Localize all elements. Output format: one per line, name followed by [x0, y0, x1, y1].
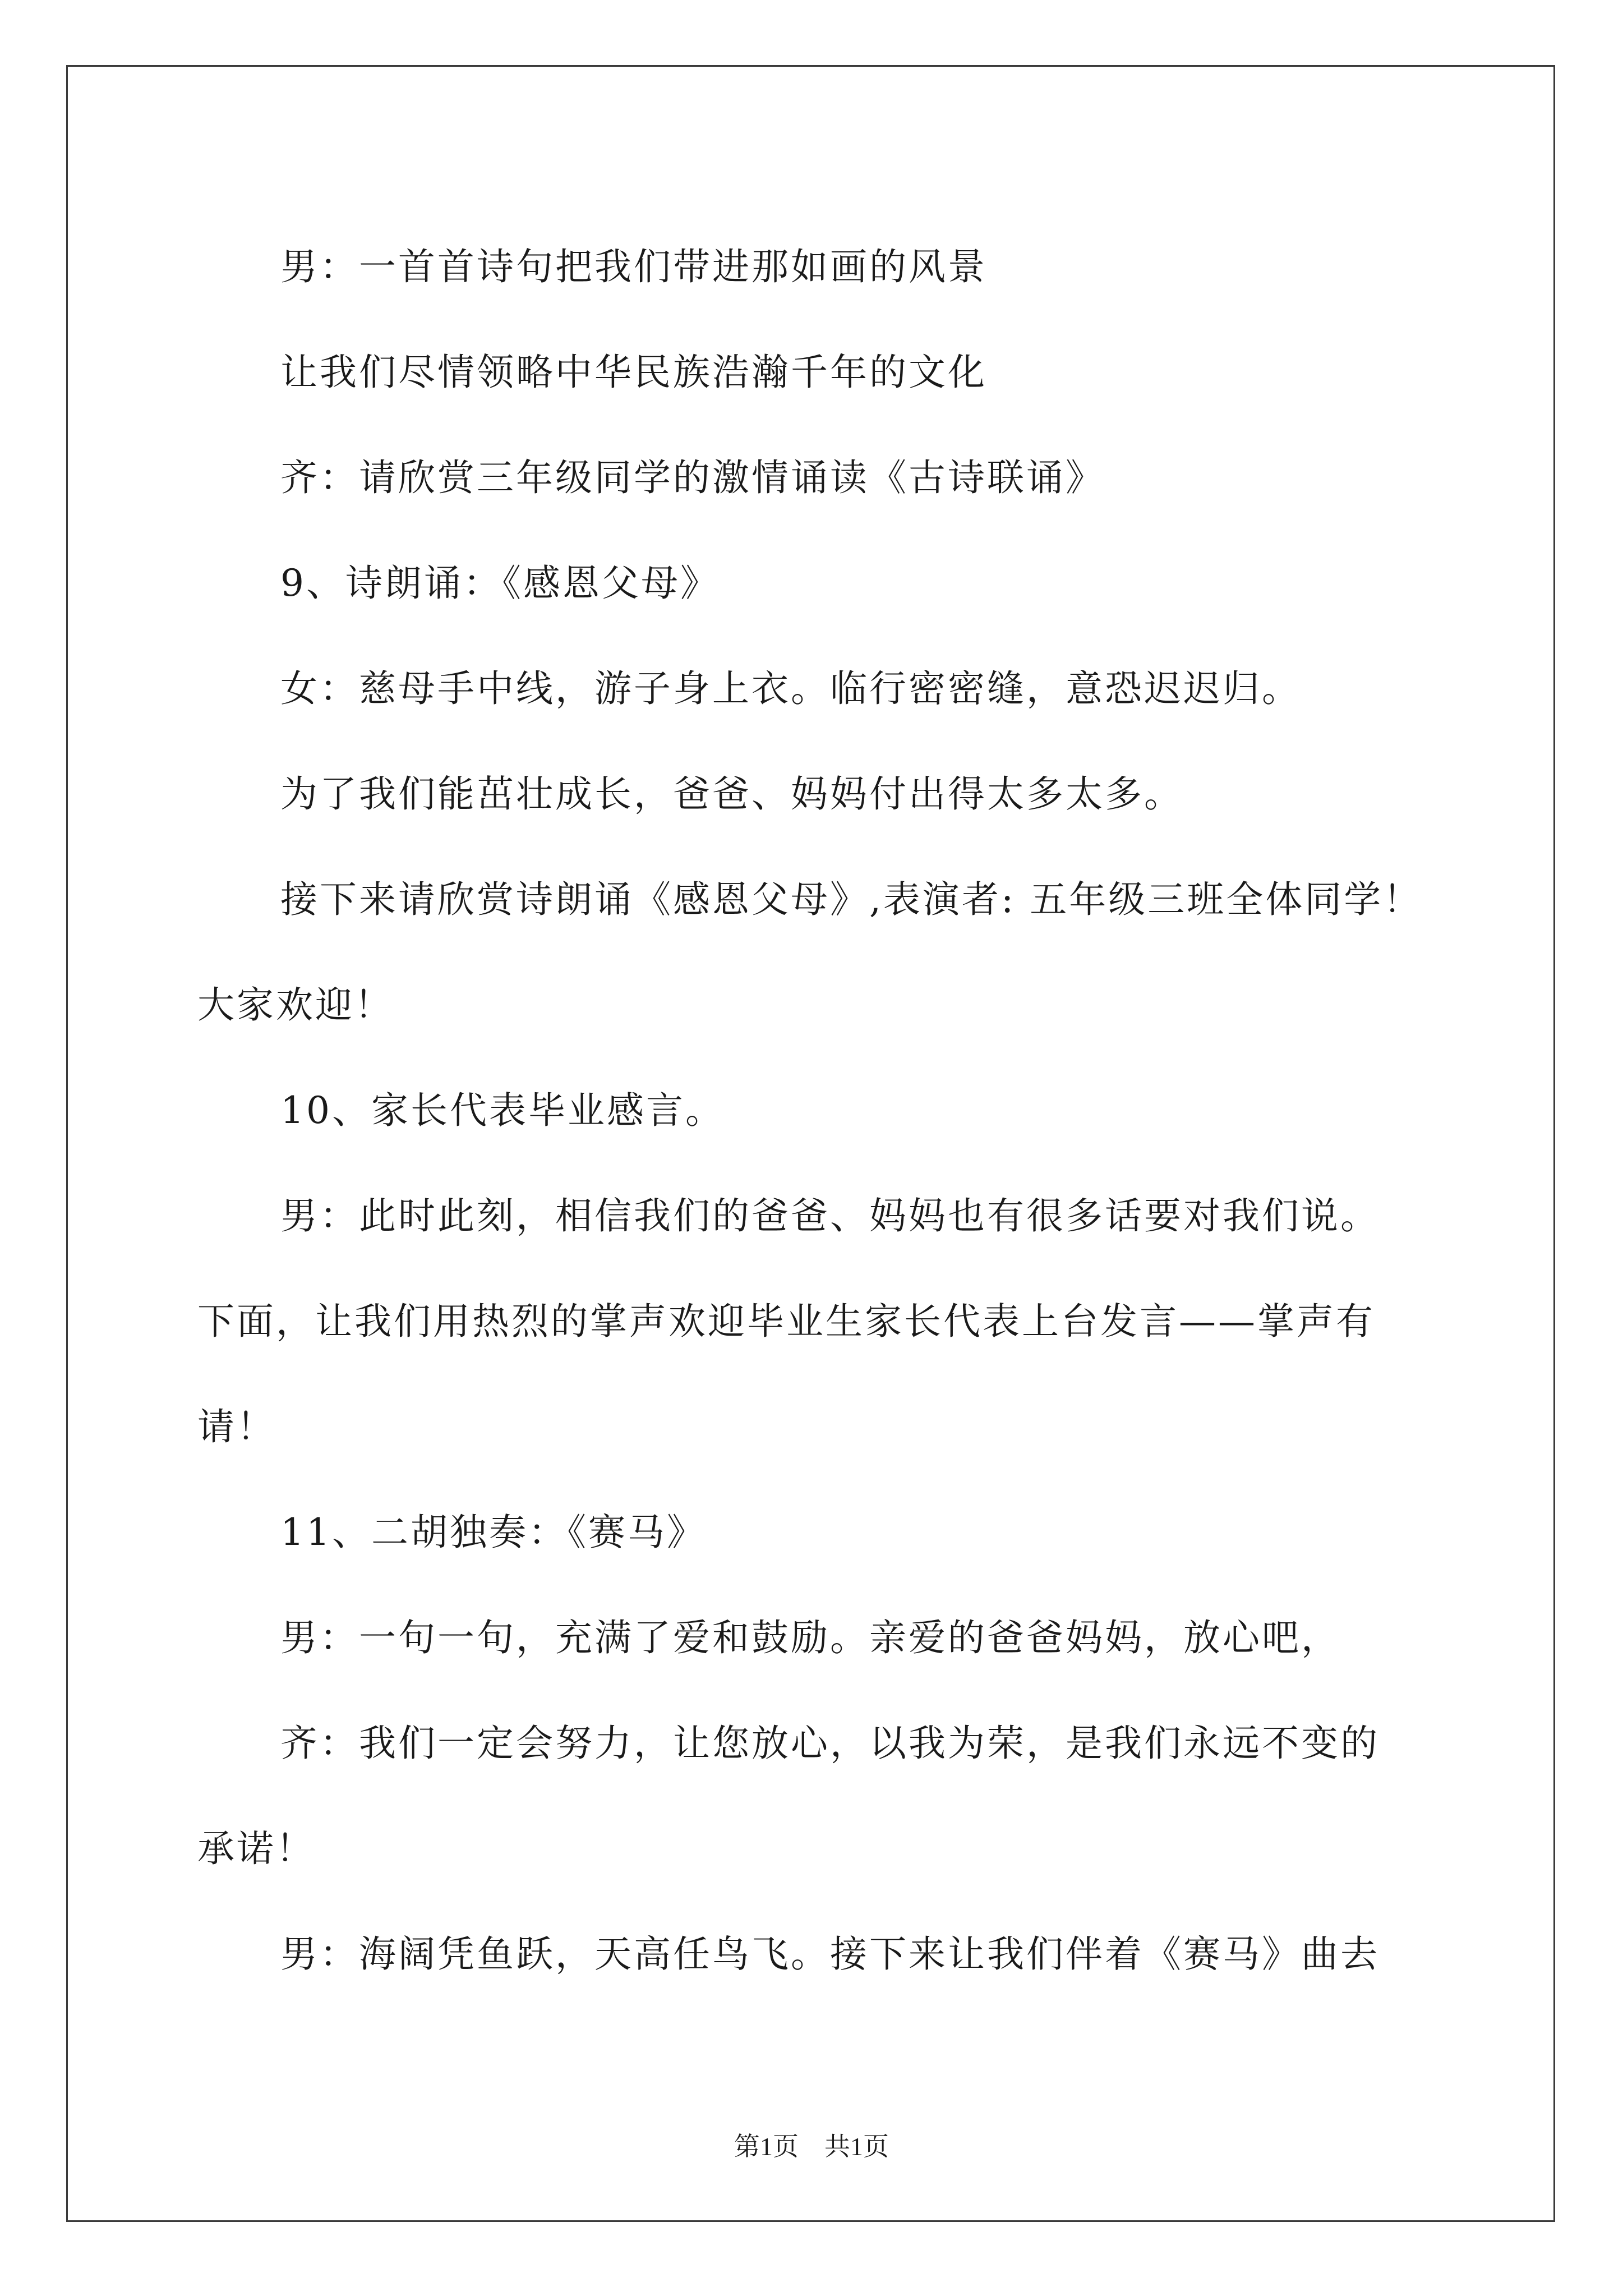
- text-line: 为了我们能茁壮成长，爸爸、妈妈付出得太多太多。: [280, 772, 1183, 816]
- text-line: 请！: [197, 1405, 276, 1448]
- text-line: 男：一句一句，充满了爱和鼓励。亲爱的爸爸妈妈，放心吧，: [280, 1616, 1340, 1659]
- document-body: [197, 214, 1441, 2007]
- section-heading: 9、诗朗诵：《感恩父母》: [280, 562, 720, 605]
- text-line: 齐：请欣赏三年级同学的激情诵读《古诗联诵》: [280, 456, 1105, 499]
- page-footer: 第1页 共1页: [734, 2132, 889, 2161]
- text-line: 男：海阔凭鱼跃，天高任鸟飞。接下来让我们伴着《赛马》曲去: [280, 1932, 1380, 1976]
- text-line: 接下来请欣赏诗朗诵《感恩父母》,表演者: 五年级三班全体同学！: [280, 878, 1423, 921]
- section-heading: 11、二胡独奏：《赛马》: [280, 1511, 706, 1554]
- text-line: 齐：我们一定会努力，让您放心，以我为荣，是我们永远不变的: [280, 1722, 1380, 1765]
- section-heading: 10、家长代表毕业感言。: [280, 1089, 725, 1132]
- text-line: 男：一首首诗句把我们带进那如画的风景: [280, 245, 987, 288]
- text-line: 下面，让我们用热烈的掌声欢迎毕业生家长代表上台发言——掌声有: [197, 1300, 1375, 1343]
- text-line: 男：此时此刻，相信我们的爸爸、妈妈也有很多话要对我们说。: [280, 1194, 1380, 1237]
- text-line: 大家欢迎！: [197, 983, 394, 1027]
- text-line: 承诺！: [197, 1827, 315, 1870]
- text-line: 女：慈母手中线，游子身上衣。临行密密缝，意恐迟迟归。: [280, 667, 1301, 710]
- text-line: 让我们尽情领略中华民族浩瀚千年的文化: [280, 351, 987, 394]
